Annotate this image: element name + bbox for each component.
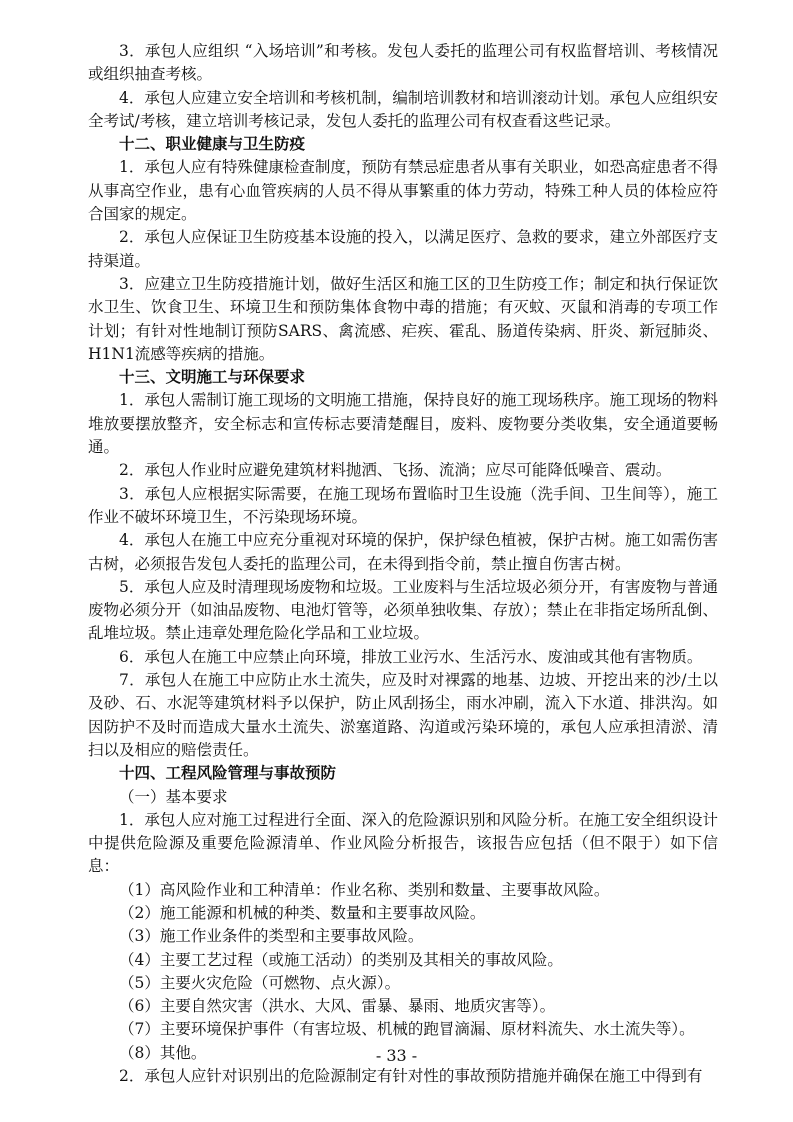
list-item: （4）主要工艺过程（或施工活动）的类别及其相关的事故风险。	[119, 950, 563, 969]
paragraph: 2．承包人应保证卫生防疫基本设施的投入，以满足医疗、急救的要求，建立外部医疗支持渠道。	[88, 228, 718, 270]
list-item: （6）主要自然灾害（洪水、大风、雷暴、暴雨、地质灾害等）。	[119, 997, 556, 1016]
paragraph: 5．承包人应及时清理现场废物和垃圾。工业废料与生活垃圾必须分开，有害废物与普通废物必须分开（如油品废物、电池灯管等，必须单独收集、存放）；禁止在非指定场所乱倒、乱堆垃圾。禁止违章处理危险化学品和工业垃圾。	[88, 577, 718, 643]
section-heading: 十二、职业健康与卫生防疫	[119, 135, 306, 154]
paragraph: 4．承包人应建立安全培训和考核机制，编制培训教材和培训滚动计划。承包人应组织安全考试/考核，建立培训考核记录，发包人委托的监理公司有权查看这些记录。	[88, 88, 718, 130]
paragraph: 2．承包人应针对识别出的危险源制定有针对性的事故预防措施并确保在施工中得到有	[119, 1067, 703, 1086]
list-item: （8）其他。	[119, 1043, 207, 1062]
list-item: （7）主要环境保护事件（有害垃圾、机械的跑冒滴漏、原材料流失、水土流失等）。	[119, 1020, 695, 1039]
list-item: （5）主要火灾危险（可燃物、点火源）。	[119, 973, 401, 992]
page-number: - 33 -	[375, 1046, 418, 1065]
paragraph: 7．承包人在施工中应防止水土流失，应及时对裸露的地基、边坡、开挖出来的沙/土以及砂、石、水泥等建筑材料予以保护，防止风刮扬尘，雨水冲刷，流入下水道、排洪沟。如因防护不及时而造成大量水土流失、淤塞道路、沟道或污染环境的，承包人应承担清淤、清扫以及相应的赔偿责任。	[88, 671, 718, 759]
page-content	[88, 40, 718, 1088]
paragraph: 1．承包人应有特殊健康检查制度，预防有禁忌症患者从事有关职业，如恐高症患者不得从事高空作业，患有心血管疾病的人员不得从事繁重的体力劳动，特殊工种人员的体检应符合国家的规定。	[88, 158, 718, 224]
list-item: （1）高风险作业和工种清单：作业名称、类别和数量、主要事故风险。	[119, 880, 610, 899]
paragraph: 4．承包人在施工中应充分重视对环境的保护，保护绿色植被，保护古树。施工如需伤害古树，必须报告发包人委托的监理公司，在未得到指令前，禁止擅自伤害古树。	[88, 531, 718, 573]
paragraph: 1．承包人需制订施工现场的文明施工措施，保持良好的施工现场秩序。施工现场的物料堆放要摆放整齐，安全标志和宣传标志要清楚醒目，废料、废物要分类收集，安全通道要畅通。	[88, 391, 718, 457]
paragraph: 2．承包人作业时应避免建筑材料抛洒、飞扬、流淌；应尽可能降低噪音、震动。	[119, 461, 672, 480]
paragraph: 3．应建立卫生防疫措施计划，做好生活区和施工区的卫生防疫工作；制定和执行保证饮水卫生、饮食卫生、环境卫生和预防集体食物中毒的措施；有灭蚊、灭鼠和消毒的专项工作计划；有针对性地制订预防SARS、禽流感、疟疾、霍乱、肠道传染病、肝炎、新冠肺炎、H1N1流感等疾病的措施。	[88, 274, 718, 363]
paragraph: 3．承包人应组织 “入场培训”和考核。发包人委托的监理公司有权监督培训、考核情况或组织抽查考核。	[88, 42, 718, 84]
section-heading: 十三、文明施工与环保要求	[119, 368, 306, 387]
paragraph: 1．承包人应对施工过程进行全面、深入的危险源识别和风险分析。在施工安全组织设计中提供危险源及重要危险源清单、作业风险分析报告，该报告应包括（但不限于）如下信息：	[88, 810, 718, 876]
paragraph: 3．承包人应根据实际需要，在施工现场布置临时卫生设施（洗手间、卫生间等），施工作业不破坏环境卫生，不污染现场环境。	[88, 484, 718, 526]
section-heading: 十四、工程风险管理与事故预防	[119, 764, 337, 783]
list-item: （3）施工作业条件的类型和主要事故风险。	[119, 927, 424, 946]
subsection-heading: （一）基本要求	[119, 787, 228, 806]
list-item: （2）施工能源和机械的种类、数量和主要事故风险。	[119, 903, 486, 922]
paragraph: 6．承包人在施工中应禁止向环境，排放工业污水、生活污水、废油或其他有害物质。	[119, 647, 703, 666]
